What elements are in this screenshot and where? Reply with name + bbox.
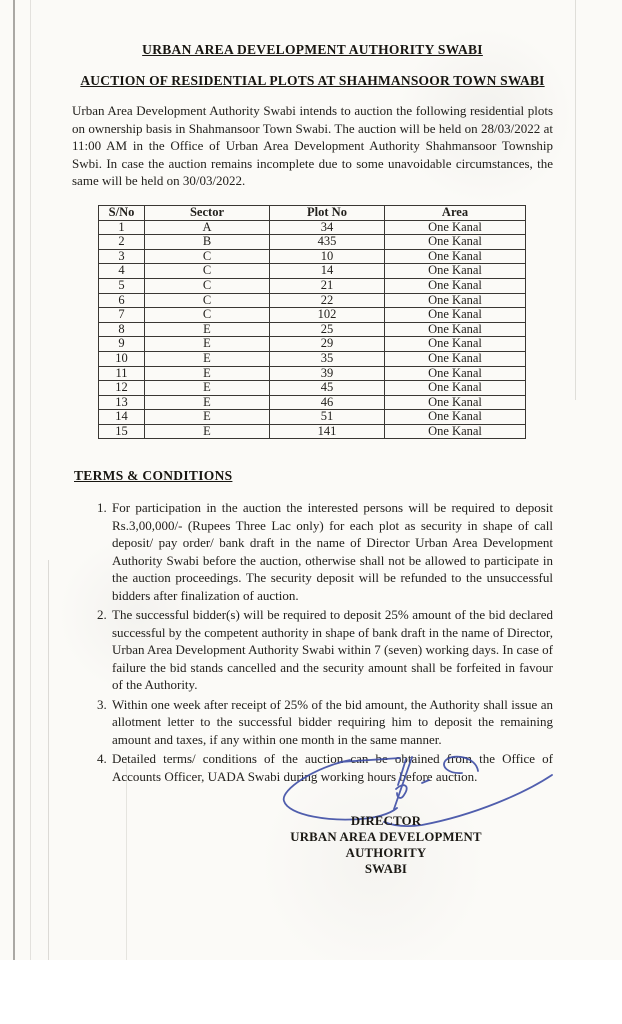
table-cell: E [145, 322, 270, 337]
terms-heading: TERMS & CONDITIONS [74, 468, 233, 484]
table-cell: 25 [270, 322, 385, 337]
table-cell: 22 [270, 293, 385, 308]
table-cell: One Kanal [385, 381, 526, 396]
table-cell: 4 [99, 264, 145, 279]
signatory-title: DIRECTOR [350, 814, 422, 829]
table-cell: E [145, 395, 270, 410]
table-cell: 13 [99, 395, 145, 410]
table-cell: One Kanal [385, 249, 526, 264]
table-cell: C [145, 249, 270, 264]
table-cell: 14 [99, 410, 145, 425]
table-row [99, 235, 526, 250]
table-cell: C [145, 308, 270, 323]
plots-table-header [99, 205, 526, 220]
table-cell: One Kanal [385, 366, 526, 381]
plots-table [98, 205, 526, 440]
terms-item-3: 3. Within one week after receipt of 25% of the bid amount, the Authority shall issue an allotment letter to the successful bidder requiring him to deposit the remaining amount and taxes, if any within one month in the same manner. [110, 696, 553, 749]
table-row [99, 278, 526, 293]
signatory-organization: URBAN AREA DEVELOPMENT AUTHORITY [290, 830, 482, 861]
table-cell: 8 [99, 322, 145, 337]
table-row [99, 410, 526, 425]
terms-item-1: 1. For participation in the auction the interested persons will be required to deposit Rs.3,00,000/- (Rupees Three Lac only) for each plot as security in shape of call deposit/ pay order/ bank draft in the name of Director Urban Area Development Authority Swabi before the auction, otherwise shall not be allowed to participate in the auction proceedings. The security deposit will be refunded to the unsuccessful bidders after finalization of auction. [110, 499, 553, 604]
table-cell: 21 [270, 278, 385, 293]
table-cell: 435 [270, 235, 385, 250]
scan-fold-line [30, 0, 31, 960]
table-row [99, 322, 526, 337]
table-cell: One Kanal [385, 322, 526, 337]
table-cell: E [145, 337, 270, 352]
table-cell: 29 [270, 337, 385, 352]
table-cell: 45 [270, 381, 385, 396]
terms-item-4: 4. Detailed terms/ conditions of the auction can be obtained from the Office of Accounts Officer, UADA Swabi during working hours before auction. [110, 750, 553, 785]
table-cell: One Kanal [385, 410, 526, 425]
document-subtitle: AUCTION OF RESIDENTIAL PLOTS AT SHAHMANSOOR TOWN SWABI [80, 73, 545, 88]
table-cell: 14 [270, 264, 385, 279]
table-cell: 5 [99, 278, 145, 293]
table-cell: 6 [99, 293, 145, 308]
scan-fold-line [48, 560, 49, 960]
table-cell: 34 [270, 220, 385, 235]
scan-fold-line [13, 0, 15, 960]
table-row [99, 220, 526, 235]
table-row [99, 395, 526, 410]
table-cell: C [145, 264, 270, 279]
table-cell: One Kanal [385, 264, 526, 279]
table-cell: E [145, 424, 270, 439]
table-row [99, 308, 526, 323]
table-row [99, 337, 526, 352]
table-cell: 10 [99, 351, 145, 366]
table-cell: 2 [99, 235, 145, 250]
table-cell: 12 [99, 381, 145, 396]
table-cell: E [145, 366, 270, 381]
signature-area [72, 787, 553, 897]
signature-block [258, 813, 514, 877]
table-header-row [99, 205, 526, 220]
column-header: Sector [145, 205, 270, 220]
table-cell: A [145, 220, 270, 235]
column-header: Area [385, 205, 526, 220]
table-row [99, 424, 526, 439]
table-row [99, 293, 526, 308]
table-row [99, 351, 526, 366]
document-title: URBAN AREA DEVELOPMENT AUTHORITY SWABI [142, 42, 483, 57]
table-row [99, 249, 526, 264]
table-cell: 15 [99, 424, 145, 439]
table-cell: C [145, 293, 270, 308]
terms-list [72, 499, 553, 785]
table-cell: 46 [270, 395, 385, 410]
table-row [99, 366, 526, 381]
table-cell: One Kanal [385, 293, 526, 308]
plots-table-body [99, 220, 526, 439]
table-cell: 10 [270, 249, 385, 264]
table-cell: One Kanal [385, 308, 526, 323]
table-cell: 3 [99, 249, 145, 264]
table-cell: 102 [270, 308, 385, 323]
table-cell: One Kanal [385, 235, 526, 250]
scan-fold-line [575, 0, 576, 400]
table-cell: E [145, 410, 270, 425]
table-cell: E [145, 351, 270, 366]
terms-item-2: 2. The successful bidder(s) will be required to deposit 25% amount of the bid declared successful by the competent authority in shape of bank draft in the name of Director, Urban Area Development Authority Swabi within 7 (seven) working days. In case of failure the bid stands cancelled and the security amount shall be forfeited in favour of the Authority. [110, 606, 553, 694]
table-row [99, 264, 526, 279]
table-cell: 9 [99, 337, 145, 352]
table-cell: 35 [270, 351, 385, 366]
table-cell: 11 [99, 366, 145, 381]
table-row [99, 381, 526, 396]
table-cell: One Kanal [385, 395, 526, 410]
table-cell: 7 [99, 308, 145, 323]
table-cell: 141 [270, 424, 385, 439]
table-cell: One Kanal [385, 278, 526, 293]
table-cell: 51 [270, 410, 385, 425]
table-cell: One Kanal [385, 337, 526, 352]
document-content [72, 42, 553, 897]
column-header: S/No [99, 205, 145, 220]
table-cell: B [145, 235, 270, 250]
table-cell: One Kanal [385, 351, 526, 366]
table-cell: 39 [270, 366, 385, 381]
table-cell: One Kanal [385, 220, 526, 235]
intro-paragraph: Urban Area Development Authority Swabi intends to auction the following residential plots on ownership basis in Shahmansoor Town Swabi. The auction will be held on 28/03/2022 at 11:00 AM in the Office of Urban Area Development Authority Shahmansoor Township Swbi. In case the auction remains incomplete due to some unavoidable circumstances, the same will be held on 30/03/2022. [72, 103, 553, 189]
table-cell: C [145, 278, 270, 293]
table-cell: E [145, 381, 270, 396]
table-cell: 1 [99, 220, 145, 235]
table-cell: One Kanal [385, 424, 526, 439]
column-header: Plot No [270, 205, 385, 220]
signatory-city: SWABI [364, 862, 408, 877]
